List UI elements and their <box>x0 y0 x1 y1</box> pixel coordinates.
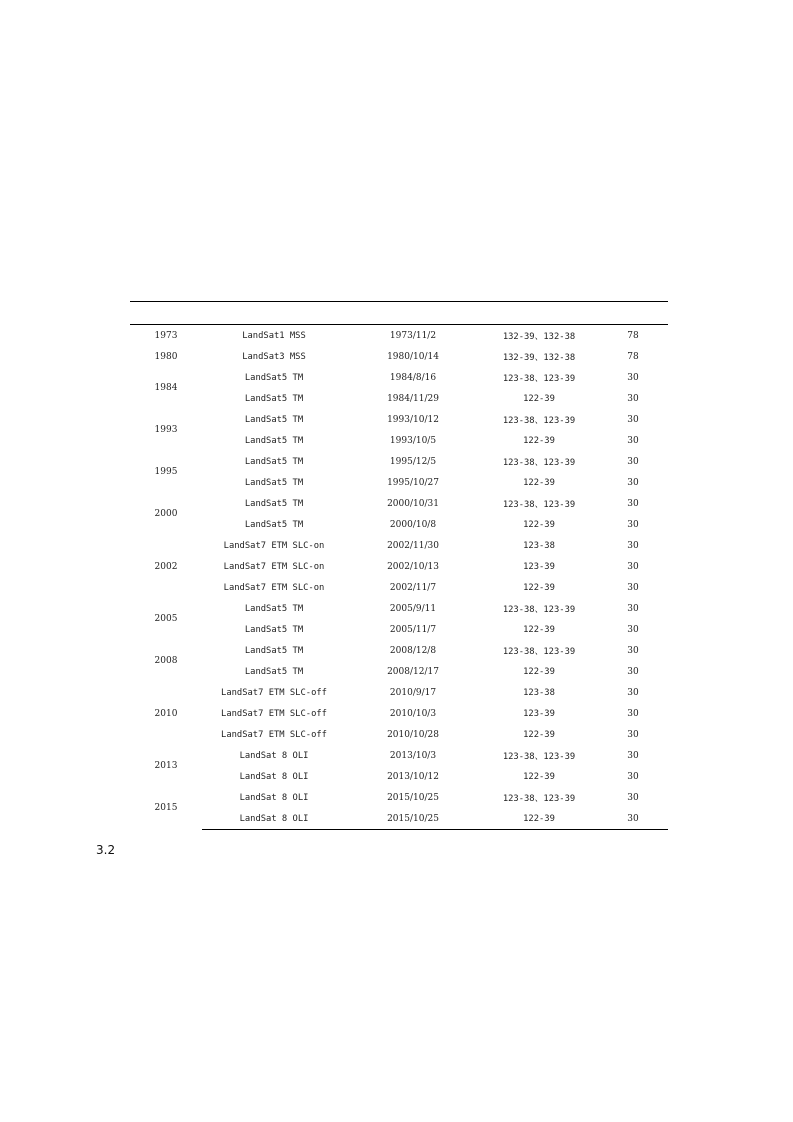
cell-sensor: LandSat 8 OLI <box>239 792 309 803</box>
cell-path: 123-38、123-39 <box>502 458 576 468</box>
cell-resolution: 30 <box>627 645 639 656</box>
table-row <box>130 346 668 367</box>
table-row <box>130 598 668 619</box>
cell-path: 123-39 <box>523 708 555 719</box>
cell-resolution: 30 <box>627 414 639 425</box>
cell-year: 1973 <box>154 330 178 341</box>
cell-path: 122-39 <box>523 393 555 404</box>
cell-sensor: LandSat5 TM <box>244 498 304 509</box>
cell-resolution: 30 <box>627 603 639 614</box>
cell-sensor: LandSat5 TM <box>244 456 304 467</box>
table-row <box>130 640 668 661</box>
cell-year: 2002 <box>154 561 178 572</box>
cell-date: 2010/10/28 <box>387 729 439 740</box>
cell-sensor: LandSat 8 OLI <box>239 771 309 782</box>
table-row <box>130 703 668 724</box>
cell-path: 123-38、123-39 <box>502 500 576 510</box>
cell-resolution: 30 <box>627 477 639 488</box>
table-row <box>130 682 668 703</box>
cell-sensor: LandSat7 ETM SLC-off <box>221 708 327 719</box>
cell-date: 2005/9/11 <box>389 603 437 614</box>
cell-date: 2015/10/25 <box>387 792 439 803</box>
cell-year: 2013 <box>154 761 178 771</box>
cell-date: 2002/11/30 <box>387 540 439 551</box>
table-row <box>130 577 668 598</box>
cell-resolution: 30 <box>627 540 639 551</box>
cell-year: 2008 <box>154 656 178 666</box>
cell-path: 123-38、123-39 <box>502 647 576 657</box>
cell-sensor: LandSat1 MSS <box>242 330 306 341</box>
cell-resolution: 30 <box>627 372 639 383</box>
cell-resolution: 30 <box>627 624 639 635</box>
cell-sensor: LandSat5 TM <box>244 477 304 488</box>
cell-resolution: 30 <box>627 435 639 446</box>
cell-resolution: 30 <box>627 519 639 530</box>
table-row <box>130 724 668 745</box>
section-paragraph <box>96 839 701 862</box>
cell-date: 1993/10/5 <box>389 435 437 446</box>
cell-year: 2015 <box>154 803 178 814</box>
cell-resolution: 30 <box>627 666 639 677</box>
cell-date: 2010/10/3 <box>389 708 437 719</box>
cell-year: 2010 <box>154 708 178 719</box>
header-path <box>480 302 598 325</box>
table-row <box>130 388 668 409</box>
cell-path: 122-39 <box>523 435 555 446</box>
cell-resolution: 30 <box>627 582 639 593</box>
cell-sensor: LandSat5 TM <box>244 372 304 383</box>
table-row <box>130 556 668 577</box>
cell-resolution: 78 <box>627 351 639 362</box>
cell-year: 2005 <box>154 614 178 624</box>
cell-resolution: 30 <box>627 750 639 761</box>
cell-sensor: LandSat5 TM <box>244 624 304 635</box>
cell-path: 123-38、123-39 <box>502 416 576 426</box>
table-row <box>130 493 668 514</box>
cell-date: 2008/12/17 <box>387 666 439 677</box>
cell-path: 123-38、123-39 <box>502 374 576 384</box>
cell-year: 2000 <box>154 509 178 519</box>
cell-year: 1980 <box>154 351 178 362</box>
cell-year: 1995 <box>154 467 178 477</box>
cell-path: 122-39 <box>523 624 555 635</box>
cell-resolution: 30 <box>627 729 639 740</box>
cell-sensor: LandSat 8 OLI <box>239 750 309 761</box>
cell-sensor: LandSat7 ETM SLC-off <box>221 687 327 698</box>
cell-date: 2013/10/12 <box>387 771 439 782</box>
cell-date: 1980/10/14 <box>387 351 439 362</box>
cell-date: 2008/12/8 <box>389 645 437 656</box>
cell-path: 123-38、123-39 <box>502 605 576 615</box>
table-row <box>130 367 668 388</box>
cell-date: 2002/10/13 <box>387 561 439 572</box>
cell-sensor: LandSat7 ETM SLC-on <box>223 582 325 593</box>
table-row <box>130 325 668 347</box>
header-sensor <box>202 302 346 325</box>
table-header-row <box>130 302 668 325</box>
table-row <box>130 619 668 640</box>
cell-resolution: 30 <box>627 771 639 782</box>
cell-date: 2013/10/3 <box>389 750 437 761</box>
cell-date: 1973/11/2 <box>389 330 437 341</box>
cell-path: 122-39 <box>480 808 598 830</box>
cell-sensor: LandSat 8 OLI <box>202 808 346 830</box>
cell-path: 122-39 <box>523 582 555 593</box>
cell-date: 1984/11/29 <box>387 393 439 404</box>
cell-resolution: 30 <box>627 687 639 698</box>
cell-date: 2005/11/7 <box>389 624 437 635</box>
cell-sensor: LandSat5 TM <box>244 435 304 446</box>
cell-resolution: 30 <box>627 561 639 572</box>
cell-path: 122-39 <box>523 477 555 488</box>
cell-resolution: 30 <box>598 808 668 830</box>
cell-year: 1993 <box>154 425 178 435</box>
cell-date: 1993/10/12 <box>387 414 439 425</box>
table-row <box>130 472 668 493</box>
cell-resolution: 30 <box>627 708 639 719</box>
header-year <box>130 302 202 325</box>
cell-sensor: LandSat7 ETM SLC-on <box>223 561 325 572</box>
cell-path: 132-39、132-38 <box>502 332 576 342</box>
table-row <box>130 535 668 556</box>
cell-resolution: 30 <box>627 393 639 404</box>
cell-path: 123-38 <box>523 540 555 551</box>
table-row <box>130 745 668 766</box>
table-row <box>130 430 668 451</box>
cell-date: 2010/9/17 <box>389 687 437 698</box>
table-row <box>130 514 668 535</box>
cell-date: 2015/10/25 <box>346 808 480 830</box>
cell-resolution: 30 <box>627 792 639 803</box>
header-date <box>346 302 480 325</box>
cell-path: 132-39、132-38 <box>502 353 576 363</box>
cell-path: 123-38、123-39 <box>502 794 576 804</box>
cell-date: 2002/11/7 <box>389 582 437 593</box>
cell-sensor: LandSat5 TM <box>244 603 304 614</box>
imagery-table <box>130 301 668 830</box>
cell-sensor: LandSat5 TM <box>244 393 304 404</box>
header-resolution <box>598 302 668 325</box>
cell-sensor: LandSat3 MSS <box>242 351 306 362</box>
cell-path: 123-38 <box>523 687 555 698</box>
cell-path: 123-39 <box>523 561 555 572</box>
table-container <box>130 301 668 830</box>
cell-date: 2000/10/31 <box>387 498 439 509</box>
cell-year: 1984 <box>154 383 178 393</box>
cell-path: 122-39 <box>523 519 555 530</box>
cell-path: 122-39 <box>523 729 555 740</box>
table-row <box>130 661 668 682</box>
section-number: 3.2 <box>96 843 116 857</box>
cell-sensor: LandSat5 TM <box>244 519 304 530</box>
cell-sensor: LandSat5 TM <box>244 666 304 677</box>
cell-resolution: 78 <box>627 330 639 341</box>
cell-date: 1995/12/5 <box>389 456 437 467</box>
cell-path: 122-39 <box>523 771 555 782</box>
table-row <box>130 409 668 430</box>
cell-resolution: 30 <box>627 498 639 509</box>
table-row <box>130 787 668 808</box>
table-row <box>130 451 668 472</box>
cell-date: 2000/10/8 <box>389 519 437 530</box>
cell-date: 1995/10/27 <box>387 477 439 488</box>
cell-path: 122-39 <box>523 666 555 677</box>
cell-sensor: LandSat7 ETM SLC-on <box>223 540 325 551</box>
cell-path: 123-38、123-39 <box>502 752 576 762</box>
table-row <box>130 808 668 830</box>
cell-sensor: LandSat7 ETM SLC-off <box>221 729 327 740</box>
table-body <box>130 325 668 830</box>
cell-resolution: 30 <box>627 456 639 467</box>
table-row <box>130 766 668 787</box>
cell-date: 1984/8/16 <box>389 372 437 383</box>
cell-sensor: LandSat5 TM <box>244 645 304 656</box>
cell-sensor: LandSat5 TM <box>244 414 304 425</box>
